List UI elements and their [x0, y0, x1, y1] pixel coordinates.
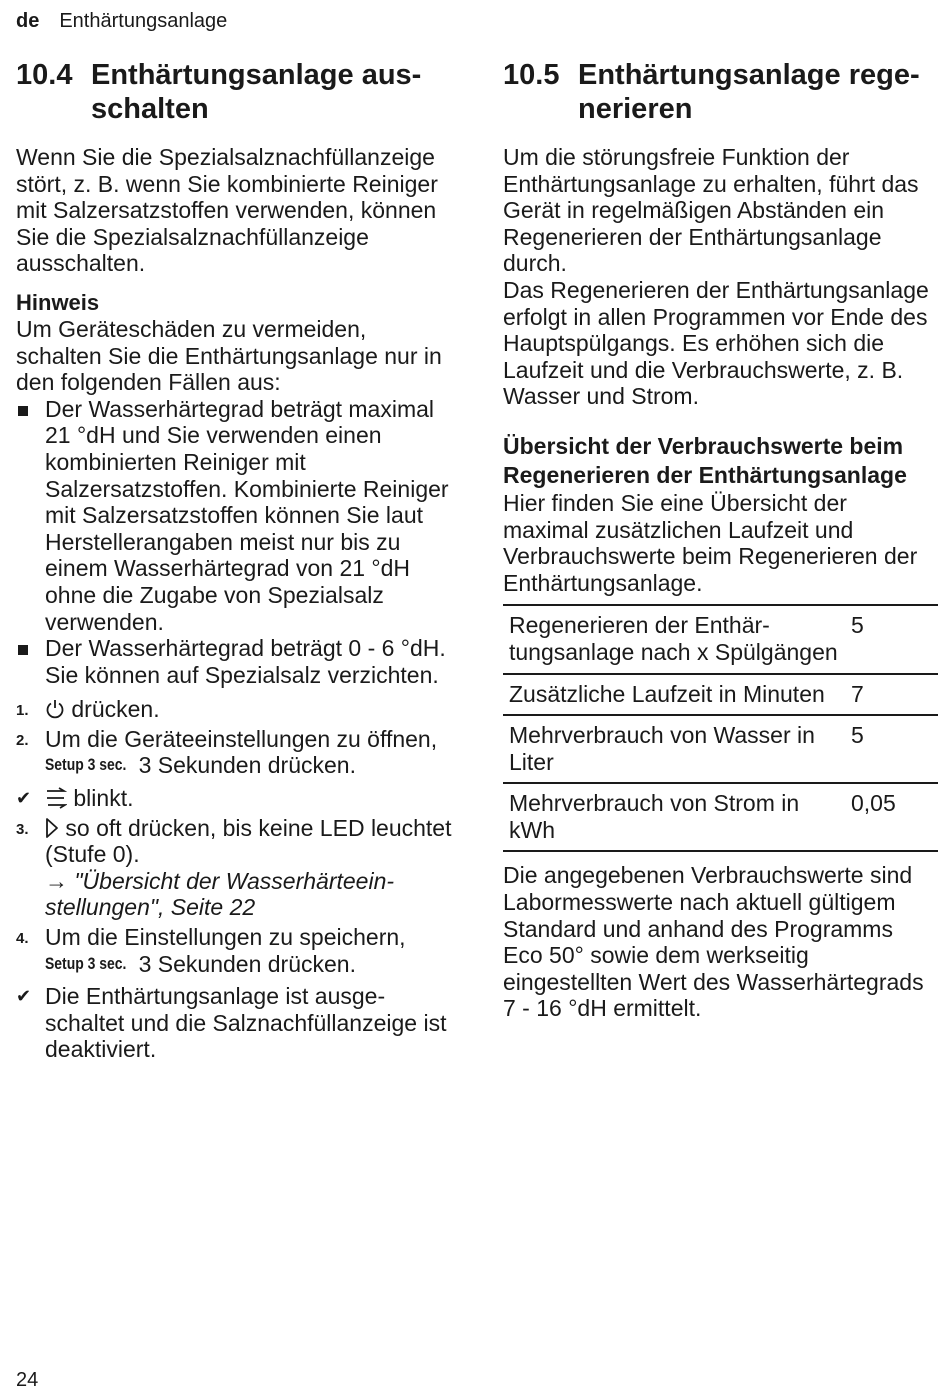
result-2 — [16, 983, 456, 1063]
step-text: 3 Sekunden drücken. — [132, 752, 356, 779]
step-1 — [16, 696, 456, 723]
table-cell-value: 0,05 — [845, 783, 938, 851]
step-text: drücken. — [65, 696, 160, 723]
table-cell-value: 5 — [845, 605, 938, 673]
table-cell-value: 5 — [845, 715, 938, 783]
section-number: 10.4 — [16, 59, 73, 91]
page-number: 24 — [16, 1369, 39, 1391]
table-cell-label: Regenerieren der Enthärtungsanlage nach x Spülgängen — [503, 605, 845, 673]
list-item — [16, 396, 456, 635]
checkmark-icon: ✔ — [16, 986, 32, 1007]
step-4 — [16, 924, 456, 980]
step-3 — [16, 815, 456, 921]
section-heading-10-4 — [16, 58, 456, 126]
note-text: Um Geräteschäden zu vermeiden, schalten Sie die Enthärtungsanlage nur in den folgenden Fällen aus: — [16, 315, 442, 396]
result-text: Die Enthärtungsanlage ist ausgeschaltet und die Salznachfüllanzeige ist deaktiviert. — [45, 983, 447, 1063]
table-row — [503, 605, 938, 673]
intro-paragraph: Wenn Sie die Spezialsalznachfüllanzeige stört, z. B. wenn Sie kombinierte Reiniger mit Salzersatzstoffen verwenden, können Sie die Spezialsalznachfüllanzeige ausschalten. — [16, 144, 438, 277]
step-text: 3 Sekunden drücken. — [132, 950, 356, 977]
checkmark-icon: ✔ — [16, 788, 32, 809]
table-row — [503, 783, 938, 851]
bullet-square-icon — [18, 406, 28, 416]
section-title: Enthärtungsanlage regenerieren — [578, 59, 920, 125]
subsection-heading: Übersicht der Verbrauchswerte beim Regenerieren der Enthärtungsanlage — [503, 432, 907, 488]
setup-button-label: Setup 3 sec. — [45, 755, 127, 775]
section-number: 10.5 — [503, 59, 560, 91]
step-number: 4. — [16, 930, 29, 948]
table-row — [503, 674, 938, 716]
setup-button-label: Setup 3 sec. — [45, 953, 127, 973]
result-text: blinkt. — [67, 785, 134, 812]
arrow-right-icon — [45, 817, 59, 839]
page-header — [16, 10, 227, 33]
cross-reference: → "Übersicht der Wasserhärteeinstellungen", Seite 22 — [45, 867, 395, 921]
step-number: 1. — [16, 702, 29, 720]
table-cell-value: 7 — [845, 674, 938, 716]
consumption-table — [503, 604, 938, 852]
step-text: so oft drücken, bis keine LED leuchtet (Stufe 0). — [45, 814, 452, 868]
instruction-steps — [16, 696, 456, 1063]
table-cell-label: Zusätzliche Laufzeit in Minuten — [503, 674, 845, 716]
table-cell-label: Mehrverbrauch von Wasser in Liter — [503, 715, 845, 783]
section-heading-10-5 — [503, 58, 938, 126]
paragraph: Die angegebenen Verbrauchswerte sind Labormesswerte nach aktuell gültigem Standard und anhand des Programms Eco 50° sowie dem werkseitig eingestellten Wert des Wasserhärtegrads 7 - 16 °dH ermittelt. — [503, 862, 924, 1022]
bullet-square-icon — [18, 645, 28, 655]
step-2 — [16, 726, 456, 782]
note-heading: Hinweis — [16, 289, 100, 315]
paragraph: Um die störungsfreie Funktion der Enthärtungsanlage zu erhalten, führt das Gerät in regelmäßigen Abständen ein Regenerieren der Enthärtungsanlage durch. — [503, 144, 919, 277]
paragraph: Das Regenerieren der Enthärtungsanlage erfolgt in allen Programmen vor Ende des Hauptspülgangs. Es erhöhen sich die Laufzeit und die Verbrauchswerte, z. B. Wasser und Strom. — [503, 276, 929, 410]
table-cell-label: Mehrverbrauch von Strom in kWh — [503, 783, 845, 851]
table-row — [503, 715, 938, 783]
step-number: 3. — [16, 820, 29, 838]
result-1 — [16, 785, 456, 812]
right-column — [503, 58, 938, 1022]
step-text: Um die Einstellungen zu speichern, — [45, 924, 406, 951]
bullet-text: Der Wasserhärtegrad beträgt maximal 21 °dH und Sie verwenden einen kombinierten Reiniger mit Salzersatzstoffen. Kombinierte Reiniger mit Salzersatzstoffen können Sie laut Herstellerangaben meist nur bis zu einem Wasserhärtegrad von 21 °dH ohne die Zugabe von Spezialsalz verwenden. — [45, 395, 449, 635]
header-title: Enthärtungsanlage — [59, 10, 228, 32]
section-title: Enthärtungsanlage ausschalten — [91, 59, 422, 125]
paragraph: Hier finden Sie eine Übersicht der maximal zusätzlichen Laufzeit und Verbrauchswerte beim Regenerieren der Enthärtungsanlage. — [503, 489, 918, 596]
note-bullet-list — [16, 396, 456, 689]
salt-refill-icon — [45, 787, 67, 809]
bullet-text: Der Wasserhärtegrad beträgt 0 - 6 °dH. Sie können auf Spezialsalz verzichten. — [45, 635, 446, 688]
step-text: Um die Geräteeinstellungen zu öffnen, — [45, 725, 438, 752]
language-code: de — [16, 10, 40, 32]
power-icon — [45, 698, 65, 720]
left-column — [16, 58, 456, 1063]
step-number: 2. — [16, 731, 29, 749]
list-item — [16, 635, 456, 688]
